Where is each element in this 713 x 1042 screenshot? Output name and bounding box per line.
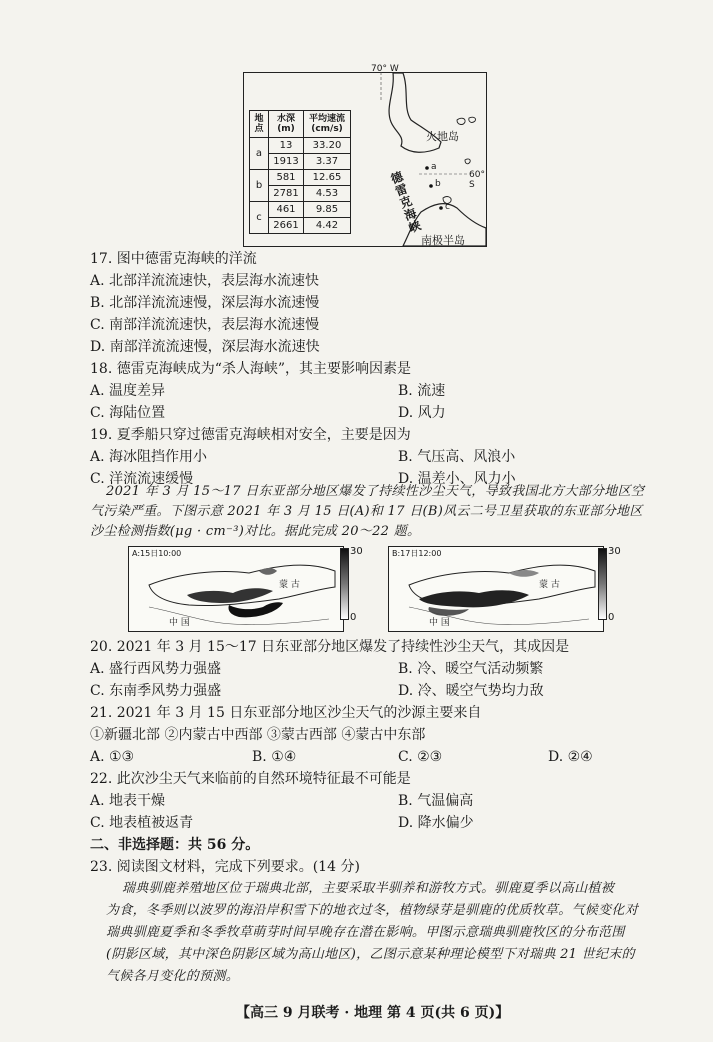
dust-map-b	[388, 546, 604, 632]
q23-stem: 23. 阅读图文材料，完成下列要求。(14 分)	[90, 859, 360, 875]
q23-para-2: 为食，冬季则以波罗的海沿岸积雪下的地衣过冬，植物绿芽是驯鹿的优质牧草。气候变化对	[106, 903, 639, 918]
cell-speed: 12.65	[304, 170, 351, 186]
dust-map-b-drawing	[389, 547, 603, 631]
table-row	[250, 138, 351, 154]
q23-para-5: 气候各月变化的预测。	[106, 969, 240, 984]
cell-speed: 4.42	[304, 218, 351, 234]
section-heading: 二、非选择题：共 56 分。	[90, 837, 260, 853]
q19-stem: 19. 夏季船只穿过德雷克海峡相对安全，主要是因为	[90, 427, 411, 443]
point-c-marker	[439, 206, 443, 210]
q20-option-a: A. 盛行西风势力强盛	[90, 661, 222, 677]
q21-option-c: C. ②③	[398, 749, 443, 765]
dust-scale-b	[598, 548, 607, 620]
q21-items: ①新疆北部 ②内蒙古中西部 ③蒙古西部 ④蒙古中东部	[90, 727, 426, 743]
q18-option-b: B. 流速	[398, 383, 446, 399]
page-footer: 【高三 9 月联考 · 地理 第 4 页(共 6 页)】	[236, 1005, 510, 1021]
q17-option-c: C. 南部洋流流速快，表层海水流速慢	[90, 317, 320, 333]
dust-map-b-mongolia: 蒙 古	[539, 580, 560, 590]
q23-para-1: 瑞典驯鹿养殖地区位于瑞典北部，主要采取半驯养和游牧方式。驯鹿夏季以高山植被	[122, 881, 615, 896]
latitude-label: 60° S	[469, 170, 485, 190]
dust-map-b-label: B:17日12:00	[392, 549, 442, 558]
q18-option-a: A. 温度差异	[90, 383, 166, 399]
q22-option-d: D. 降水偏少	[398, 815, 474, 831]
cell-depth: 581	[269, 170, 304, 186]
q21-option-d: D. ②④	[548, 749, 593, 765]
intro-line-3: 沙尘检测指数(μg · cm⁻³)对比。据此完成 20～22 题。	[90, 524, 421, 539]
dust-map-a	[128, 546, 344, 632]
q17-option-a: A. 北部洋流流速快，表层海水流速快	[90, 273, 320, 289]
q20-option-d: D. 冷、暖空气势均力敌	[398, 683, 544, 699]
q21-stem: 21. 2021 年 3 月 15 日东亚部分地区沙尘天气的沙源主要来自	[90, 705, 482, 721]
cell-speed: 3.37	[304, 154, 351, 170]
intro-line-1: 2021 年 3 月 15～17 日东亚部分地区爆发了持续性沙尘天气，导致我国北方大部分地区空	[106, 484, 645, 499]
cell-depth: 461	[269, 202, 304, 218]
q17-option-d: D. 南部洋流流速慢，深层海水流速快	[90, 339, 320, 355]
cell-speed: 4.53	[304, 186, 351, 202]
header-site: 地点	[250, 111, 269, 138]
table-header-row	[250, 111, 351, 138]
dust-map-a-mongolia: 蒙 古	[279, 580, 300, 590]
table-row	[250, 170, 351, 186]
q18-option-c: C. 海陆位置	[90, 405, 166, 421]
q22-option-c: C. 地表植被返青	[90, 815, 194, 831]
dust-map-a-drawing	[129, 547, 343, 631]
antarctic-peninsula-label: 南极半岛	[421, 234, 465, 247]
dust-scale-b-min: 0	[608, 612, 615, 623]
dust-map-b-china: 中 国	[429, 618, 450, 628]
q19-option-a: A. 海冰阻挡作用小	[90, 449, 208, 465]
q17-stem: 17. 图中德雷克海峡的洋流	[90, 251, 257, 267]
q23-para-3: 瑞典驯鹿夏季和冬季牧草萌芽时间早晚存在潜在影响。甲图示意瑞典驯鹿牧区的分布范围	[106, 925, 625, 940]
cell-depth: 13	[269, 138, 304, 154]
q21-option-b: B. ①④	[252, 749, 297, 765]
dust-scale-a-max: 30	[350, 546, 363, 557]
point-c-label: c	[445, 202, 450, 212]
q23-para-4: (阴影区域，其中深色阴影区域为高山地区)，乙图示意某种理论模型下对瑞典 21 世纪末的	[106, 947, 635, 962]
table-row	[250, 202, 351, 218]
q20-stem: 20. 2021 年 3 月 15～17 日东亚部分地区爆发了持续性沙尘天气，其成因是	[90, 639, 570, 655]
point-a-marker	[425, 166, 429, 170]
q18-option-d: D. 风力	[398, 405, 446, 421]
dust-scale-a	[340, 548, 349, 620]
header-depth: 水深(m)	[269, 111, 304, 138]
q20-option-c: C. 东南季风势力强盛	[90, 683, 222, 699]
q19-option-d: D. 温差小、风力小	[398, 471, 516, 487]
intro-line-2: 气污染严重。下图示意 2021 年 3 月 15 日(A)和 17 日(B)风云二号卫星获取的东亚部分地区	[90, 504, 643, 519]
cell-site: a	[250, 138, 269, 170]
dust-map-a-label: A:15日10:00	[132, 549, 182, 558]
point-a-label: a	[431, 162, 437, 172]
point-b-label: b	[435, 179, 441, 189]
cell-depth: 2661	[269, 218, 304, 234]
q22-option-b: B. 气温偏高	[398, 793, 474, 809]
q21-option-a: A. ①③	[90, 749, 135, 765]
cell-site: c	[250, 202, 269, 234]
cell-site: b	[250, 170, 269, 202]
q22-option-a: A. 地表干燥	[90, 793, 166, 809]
longitude-label: 70° W	[371, 64, 399, 74]
dust-scale-a-min: 0	[350, 612, 357, 623]
drake-passage-figure	[243, 62, 487, 247]
cell-depth: 2781	[269, 186, 304, 202]
q19-option-b: B. 气压高、风浪小	[398, 449, 516, 465]
cell-speed: 9.85	[304, 202, 351, 218]
q18-stem: 18. 德雷克海峡成为“杀人海峡”，其主要影响因素是	[90, 361, 412, 377]
q19-option-c: C. 洋流流速缓慢	[90, 471, 194, 487]
dust-scale-b-max: 30	[608, 546, 621, 557]
header-speed: 平均速流(cm/s)	[304, 111, 351, 138]
drake-passage-label: 德雷克海峡	[388, 169, 423, 236]
tierra-del-fuego-label: 火地岛	[426, 130, 459, 143]
cell-speed: 33.20	[304, 138, 351, 154]
q17-option-b: B. 北部洋流流速慢，深层海水流速慢	[90, 295, 320, 311]
point-b-marker	[429, 184, 433, 188]
cell-depth: 1913	[269, 154, 304, 170]
current-speed-table	[249, 110, 351, 234]
q20-option-b: B. 冷、暖空气活动频繁	[398, 661, 544, 677]
q22-stem: 22. 此次沙尘天气来临前的自然环境特征最不可能是	[90, 771, 411, 787]
dust-map-a-china: 中 国	[169, 618, 190, 628]
